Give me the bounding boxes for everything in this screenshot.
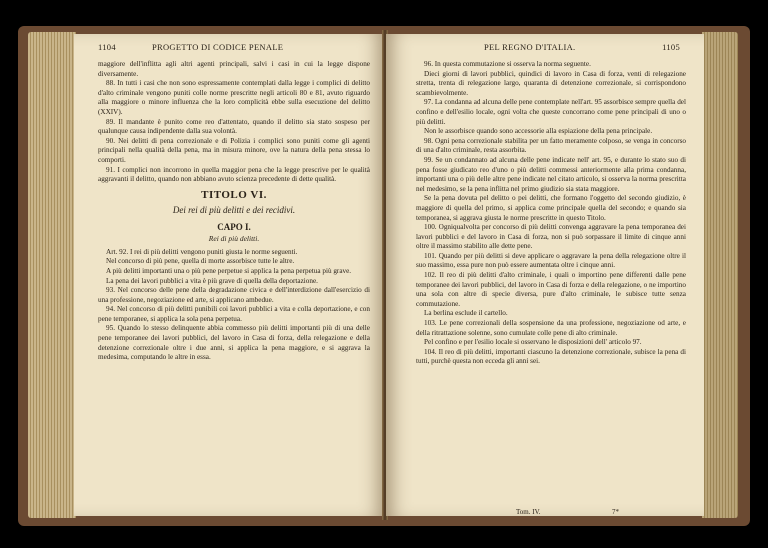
paragraph: 98. Ogni pena correzionale stabilita per un fatto meramente colposo, se venga in concorso di una d'alto criminale, resta assorbita. <box>416 136 686 155</box>
paragraph: Non le assorbisce quando sono accessorie alla espiazione della pena principale. <box>424 127 653 136</box>
paragraph: 101. Quando per più delitti si deve applicare o aggravare la pena della relegazione oltre il suo massimo, essa pure non può essere aumentata oltre i cinque anni. <box>416 251 686 270</box>
paragraph: 89. Il mandante è punito come reo d'attentato, quando il delitto sia stato sospeso per qualunque causa indipendente dalla sua volontà. <box>98 117 370 136</box>
paragraph: 95. Quando lo stesso delinquente abbia commesso più delitti importanti più di una delle pene temporanee dei lavori pubblici, del lavoro in Casa di forza, della relegazione e della detenzione correzionale oltre i due anni, si applica la pena maggiore, e si aggrava la medesima, computando le altre in essa. <box>98 324 370 362</box>
left-page-number: 1104 <box>98 42 116 52</box>
capo-subtitle: Rei di più delitti. <box>208 233 260 243</box>
paragraph: 99. Se un condannato ad alcuna delle pene indicate nell' art. 95, e durante lo stato suo di pena fosse giudicato reo d'uno o più delitti commessi anteriormente alla prima condanna, importanti una o più delle altre pene indicate nel citato articolo, si osserva la norma prescritta nel medesimo, se la pena inflitta nel primo giudizio sia stata maggiore. <box>416 155 686 193</box>
right-page <box>386 34 704 516</box>
paragraph: 102. Il reo di più delitti d'alto criminale, i quali o importino pene differenti dalle pene temporanee dei lavori pubblici, del lavoro in Casa di forza e della relegazione, o ne importino una sola con altre di specie diversa, pure d'alto criminale, le subisce tutte senza commutazione. <box>416 271 686 308</box>
left-running-title: PROGETTO DI CODICE PENALE <box>152 42 284 52</box>
signature-mark: 7* <box>612 508 619 516</box>
right-page-text <box>416 60 686 367</box>
paragraph: Pel confino e per l'esilio locale si osservano le disposizioni dell' articolo 97. <box>424 338 642 347</box>
capo-heading: CAPO I. <box>217 221 251 232</box>
paragraph: 91. I complici non incorrono in quella maggior pena che la legge prescrive per le qualità aggravanti il delitto, quando non abbiano avuto scienza precedente di dette qualità. <box>98 165 370 184</box>
paragraph: maggiore dell'inflitta agli altri agenti principali, salvi i casi in cui la legge dispone diversamente. <box>98 60 370 78</box>
paragraph: 88. In tutti i casi che non sono espressamente contemplati dalla legge i complici di delitto d'alto criminale vengono puniti colle norme prescritte negli articoli 80 e 81, avuto riguardo alla maggiore o minore influenza che la loro complicità ebbe sulla esecuzione del delitto (XXIV). <box>98 79 370 116</box>
paragraph: 96. In questa commutazione si osserva la norma seguente. <box>424 60 591 68</box>
volume-mark: Tom. IV. <box>516 508 541 516</box>
right-running-title: PEL REGNO D'ITALIA. <box>484 42 576 52</box>
titolo-heading: TITOLO VI. <box>201 188 267 201</box>
paragraph: 90. Nei delitti di pena correzionale e di Polizia i complici sono puniti come gli agenti principali nella qualità della pena, ma in misura minore, ove la natura della pena stessa lo comporti. <box>98 136 370 164</box>
paragraph: 97. La condanna ad alcuna delle pene contemplate nell'art. 95 assorbisce sempre quella del confino e dell'esilio locale, ogni volta che queste concorrano come pene principali di uno o più delitti. <box>416 98 686 126</box>
left-page-text <box>98 60 370 363</box>
right-page-number: 1105 <box>662 42 680 52</box>
paragraph: 93. Nel concorso delle pene della degradazione civica e dell'interdizione dall'esercizio di una professione, negoziazione ed arte, si applicano ambedue. <box>98 286 370 304</box>
left-page-edges <box>28 32 76 518</box>
paragraph: La berlina esclude il cartello. <box>424 309 508 318</box>
right-page-edges <box>702 32 738 518</box>
paragraph: Art. 92. I rei di più delitti vengono puniti giusta le norme seguenti. <box>106 247 298 256</box>
paragraph: 103. Le pene correzionali della sospensione da una professione, negoziazione od arte, e della ritrattazione solenne, sono cumulate colle pene di alto criminale. <box>416 319 686 337</box>
paragraph: 104. Il reo di più delitti, importanti ciascuno la detenzione correzionale, subisce la pena di tutti, purchè questa non ecceda gli anni sei. <box>416 347 686 366</box>
titolo-subtitle: Dei rei di più delitti e dei recidivi. <box>172 204 296 215</box>
paragraph: Dieci giorni di lavori pubblici, quindici di lavoro in Casa di forza, venti di relegazione stretta, trenta di relegazione largo, quaranta di detenzione correzionale, si corrispondono scambievolmente. <box>416 69 686 97</box>
paragraph: 94. Nel concorso di più delitti punibili coi lavori pubblici a vita e colla deportazione, e con pene temporanee, si applica la sola pena perpetua. <box>98 305 370 323</box>
paragraph: La pena dei lavori pubblici a vita è più grave di quella della deportazione. <box>106 276 318 285</box>
paragraph: Se la pena dovuta pel delitto o pei delitti, che formano l'oggetto del secondo giudizio, è maggiore di quella del primo, si applica come principale quella del secondo; e quando sia temporanea, si aggrava giusta le norme prescritte in questo Titolo. <box>416 194 686 222</box>
left-page <box>74 34 384 516</box>
paragraph: A più delitti importanti una o più pene perpetue si applica la pena perpetua più grave. <box>106 266 352 275</box>
paragraph: 100. Ogniqualvolta per concorso di più delitti convenga aggravare la pena temporanea dei lavori pubblici e del lavoro in Casa di forza, non si può sorpassare il limite di cinque anni oltre il massimo stabilito alle dette pene. <box>416 223 686 251</box>
paragraph: Nel concorso di più pene, quella di morte assorbisce tutte le altre. <box>106 257 295 266</box>
